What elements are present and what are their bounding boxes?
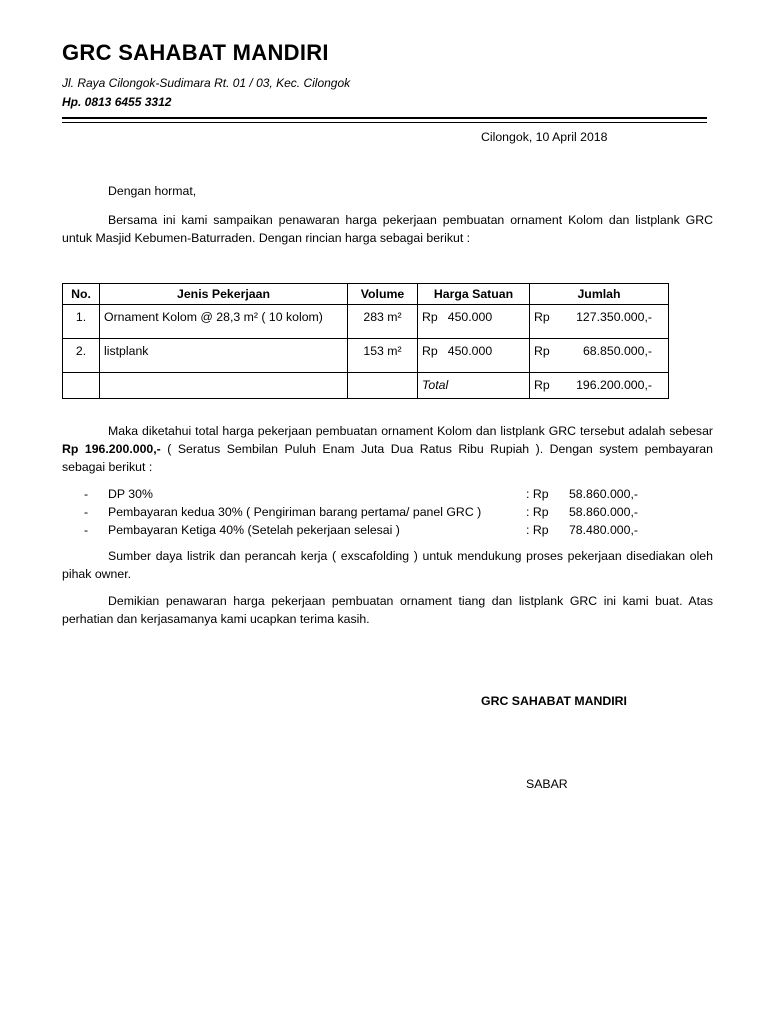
row-total [530,305,669,339]
intro-text: Bersama ini kami sampaikan penawaran harga pekerjaan pembuatan ornament Kolom dan listplank GRC untuk Masjid Kebumen-Baturraden. Dengan rincian harga sebagai berikut : [62,213,713,245]
conclusion-paragraph [62,422,713,476]
row-no: 1. [63,305,100,339]
conclusion-amount: Rp 196.200.000,- [62,442,161,456]
table-row [63,339,669,373]
header-unit-price: Harga Satuan [418,284,530,305]
total-empty-volume [348,373,418,399]
total-amount: 68.850.000,- [582,344,652,358]
company-name: GRC SAHABAT MANDIRI [62,40,329,65]
closing-text: Demikian penawaran harga pekerjaan pembuatan ornament tiang dan listplank GRC ini kami buat. Atas perhatian dan kerjasamanya kami ucapkan terima kasih. [62,594,713,626]
payment-currency: : Rp [526,487,549,501]
row-volume: 153 m² [348,339,418,373]
row-no: 2. [63,339,100,373]
payment-amount: 78.480.000,- [568,523,638,537]
signature-name: SABAR [526,777,568,791]
bullet-dash: - [84,523,89,537]
total-label: Total [418,373,530,399]
payment-amount: 58.860.000,- [568,487,638,501]
header-rule-thick [62,117,707,119]
greeting: Dengan hormat, [108,184,197,198]
table-total-row [63,373,669,399]
header-item: Jenis Pekerjaan [100,284,348,305]
table-row [63,305,669,339]
signature-company: GRC SAHABAT MANDIRI [481,694,627,708]
bullet-dash: - [84,487,89,501]
header-no: No. [63,284,100,305]
grand-total [530,373,669,399]
header-rule-thin [62,122,707,123]
payment-description: Pembayaran Ketiga 40% (Setelah pekerjaan selesai ) [108,523,400,537]
total-amount: 127.350.000,- [576,310,652,324]
grand-total-currency: Rp [534,378,550,392]
conclusion-lead: Maka diketahui total harga pekerjaan pembuatan ornament Kolom dan listplank GRC tersebut adalah sebesar [108,424,713,438]
total-empty-no [63,373,100,399]
intro-paragraph [62,211,713,247]
table-header-row [63,284,669,305]
total-currency: Rp [534,310,550,324]
unit-amount: 450.000 [447,310,493,324]
resources-text: Sumber daya listrik dan perancah kerja ( exscafolding ) untuk mendukung proses pekerjaan disediakan oleh pihak owner. [62,549,713,581]
letter-date: Cilongok, 10 April 2018 [481,130,608,144]
header-volume: Volume [348,284,418,305]
payment-item [84,505,644,523]
resources-paragraph [62,547,713,583]
unit-currency: Rp [422,344,438,358]
grand-total-amount: 196.200.000,- [576,378,652,392]
header-total: Jumlah [530,284,669,305]
payment-item [84,523,644,541]
row-item: listplank [100,339,348,373]
company-phone: Hp. 0813 6455 3312 [62,95,172,109]
payment-amount: 58.860.000,- [568,505,638,519]
row-unit-price [418,339,530,373]
company-address: Jl. Raya Cilongok-Sudimara Rt. 01 / 03, Kec. Cilongok [62,76,351,90]
payment-description: Pembayaran kedua 30% ( Pengiriman barang pertama/ panel GRC ) [108,505,482,519]
row-volume: 283 m² [348,305,418,339]
payment-currency: : Rp [526,505,549,519]
total-empty-item [100,373,348,399]
payment-item [84,487,644,505]
unit-amount: 450.000 [447,344,493,358]
total-currency: Rp [534,344,550,358]
row-unit-price [418,305,530,339]
conclusion-rest: ( Seratus Sembilan Puluh Enam Juta Dua Ratus Ribu Rupiah ). Dengan system pembayaran sebagai berikut : [62,442,713,474]
row-total [530,339,669,373]
bullet-dash: - [84,505,89,519]
payment-currency: : Rp [526,523,549,537]
closing-paragraph [62,592,713,628]
price-table [62,283,669,399]
row-item: Ornament Kolom @ 28,3 m² ( 10 kolom) [100,305,348,339]
payment-description: DP 30% [108,487,153,501]
unit-currency: Rp [422,310,438,324]
